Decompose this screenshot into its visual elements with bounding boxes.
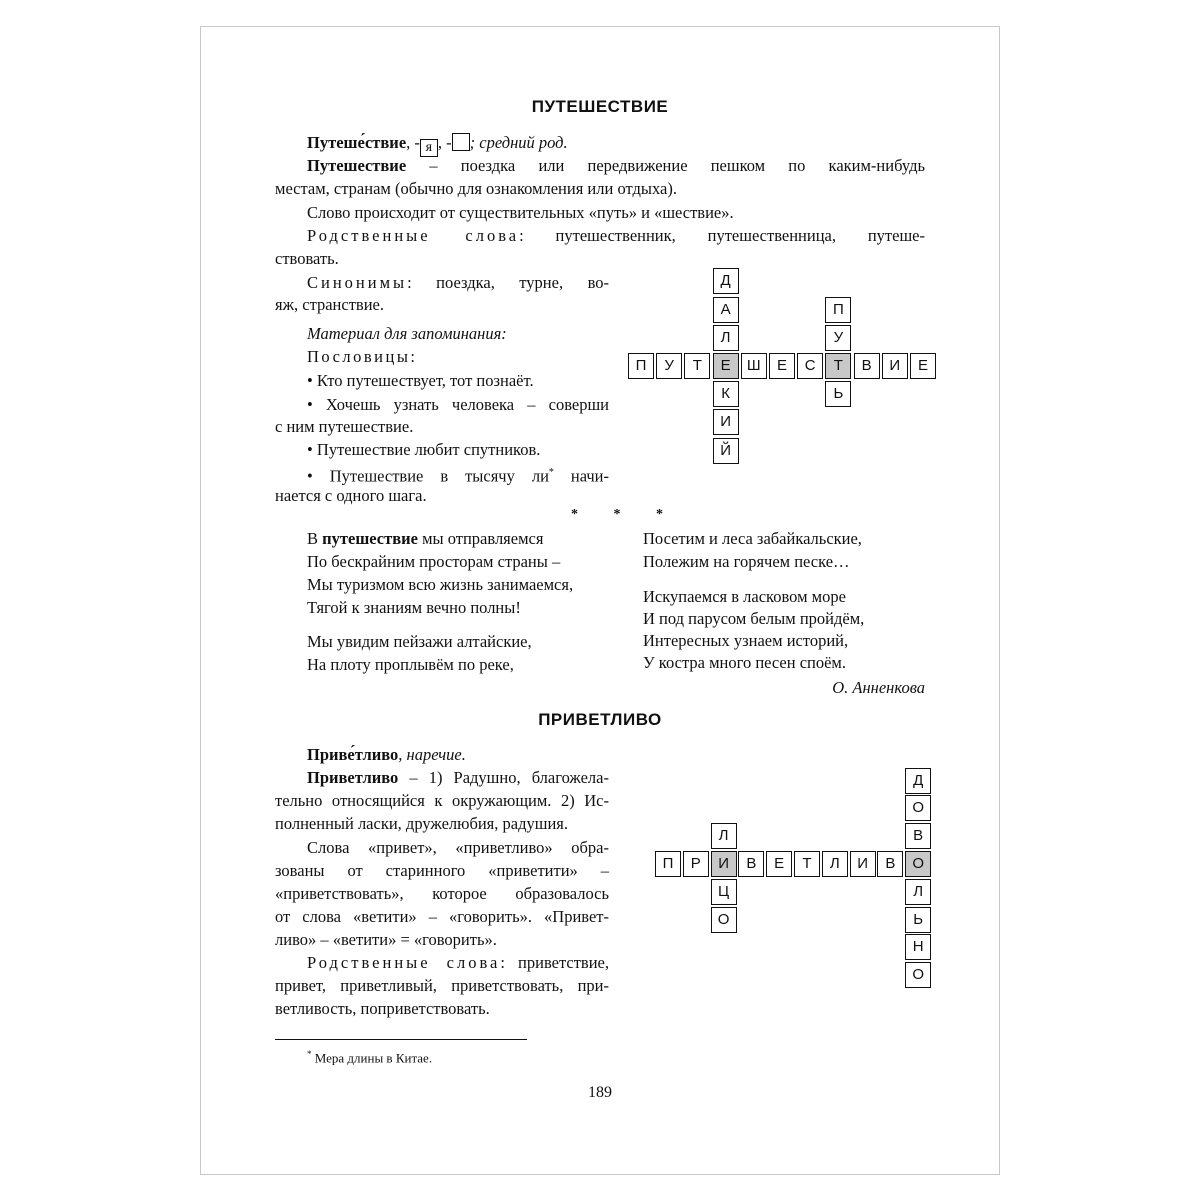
poem-line: На плоту проплывём по реке, (307, 655, 514, 674)
crossword-cell: Т (825, 353, 851, 379)
definition-text: – 1) Радушно, благожела- (398, 768, 609, 787)
proverb-1: • Кто путешествует, тот познаёт. (307, 371, 534, 390)
crossword-cell: П (655, 851, 681, 877)
poem-line: Искупаемся в ласковом море (643, 587, 846, 606)
crossword-cell: Т (794, 851, 820, 877)
crossword-cell: П (628, 353, 654, 379)
definition-line (275, 768, 609, 788)
proverb-4b: нается с одного шага. (275, 486, 427, 505)
definition-line: полненный ласки, дружелюбия, радушия. (275, 814, 568, 833)
crossword-cell: Е (713, 353, 739, 379)
poem-author: О. Анненкова (832, 678, 925, 697)
proverb-3: • Путешествие любит спутников. (307, 440, 541, 459)
footnote-mark: * (548, 467, 554, 478)
poem-line: По бескрайним просторам страны – (307, 552, 561, 571)
crossword-cell: У (825, 325, 851, 351)
crossword-cell: И (850, 851, 876, 877)
related-words-line-1: Родственные слова: путешественник, путешественница, путеше- (307, 226, 925, 245)
related-text: : приветствие, (500, 953, 610, 972)
crossword-cell: О (711, 907, 737, 933)
crossword-cell: П (825, 297, 851, 323)
origin-line: Слово происходит от существительных «путь» и «шествие». (307, 203, 734, 222)
poem-text: В (307, 529, 323, 548)
headword: Путеше́ствие (307, 133, 407, 152)
inflection-box-2 (452, 133, 470, 151)
crossword-cell: А (713, 297, 739, 323)
crossword-cell: Й (713, 438, 739, 464)
proverb-2b: с ним путешествие. (275, 417, 414, 436)
crossword-cell: Л (711, 823, 737, 849)
crossword-cell: О (905, 851, 931, 877)
crossword-cell: Л (822, 851, 848, 877)
synonyms-line-2: яж, странствие. (275, 295, 384, 314)
crossword-cell: Ш (741, 353, 767, 379)
origin-line: «приветствовать», которое образовалось (275, 884, 609, 903)
crossword-cell: Е (910, 353, 936, 379)
crossword-cell: Ь (905, 907, 931, 933)
section-title-travel: ПУТЕШЕСТВИЕ (531, 97, 669, 116)
crossword-cell: Л (905, 879, 931, 905)
inflection-box-1: я (420, 139, 438, 157)
poem-line: Мы увидим пейзажи алтайские, (307, 632, 532, 651)
poem-line: Тягой к знаниям вечно полны! (307, 598, 521, 617)
crossword-cell: Р (683, 851, 709, 877)
crossword-cell: Ь (825, 381, 851, 407)
origin-line: зованы от старинного «приветити» – (275, 861, 609, 880)
poem-line: Мы туризмом всю жизнь занимаемся, (307, 575, 574, 594)
headword-line-travel: Путеше́ствие, - я , - ; средний род. (307, 133, 568, 155)
crossword-cell: Ц (711, 879, 737, 905)
crossword-cell: О (905, 795, 931, 821)
related-label: Родственные слова (307, 953, 501, 972)
crossword-cell: Д (713, 268, 739, 294)
section-divider-stars: * * * (571, 507, 679, 522)
proverb-4a: • Путешествие в тысячу ли* начи- (307, 466, 609, 486)
crossword-cell: Д (905, 768, 931, 794)
proverb-2a: • Хочешь узнать человека – соверши (307, 395, 609, 414)
crossword-cell: Е (769, 353, 795, 379)
related-words-line-2: ствовать. (275, 249, 339, 268)
footnote-divider (275, 1039, 527, 1040)
crossword-cell: И (713, 409, 739, 435)
crossword-cell: В (854, 353, 880, 379)
synonyms-line-1: Синонимы: поездка, турне, во- (307, 273, 609, 292)
crossword-cell: О (905, 962, 931, 988)
origin-line: от слова «ветити» – «говорить». «Привет- (275, 907, 609, 926)
definition-line-2: местам, странам (обычно для ознакомления или отдыха). (275, 179, 677, 198)
poem-line: Посетим и леса забайкальские, (643, 529, 862, 548)
crossword-cell: И (711, 851, 737, 877)
crossword-cell: С (797, 353, 823, 379)
footnote: * Мера длины в Китае. (307, 1049, 433, 1066)
poem-line: У костра много песен споём. (643, 653, 846, 672)
related-words-line: ветливость, поприветствовать. (275, 999, 490, 1018)
crossword-cell: В (877, 851, 903, 877)
crossword-cell: У (656, 353, 682, 379)
memo-label: Материал для запоминания: (307, 324, 507, 343)
headword-line-friendly: Приве́тливо, наречие. (307, 745, 466, 764)
section-title-friendly: ПРИВЕТЛИВО (538, 710, 662, 729)
origin-line: Слова «привет», «приветливо» обра- (307, 838, 609, 857)
related-words-line: привет, приветливый, приветствовать, при- (275, 976, 609, 995)
crossword-cell: И (882, 353, 908, 379)
crossword-cell: В (905, 823, 931, 849)
crossword-cell: Т (684, 353, 710, 379)
related-words-line (275, 953, 609, 973)
book-page (200, 26, 1000, 1175)
poem-keyword: путешествие (322, 529, 418, 548)
poem-line: Интересных узнаем историй, (643, 631, 849, 650)
poem-text: мы отправляемся (417, 529, 544, 548)
crossword-cell: Н (905, 934, 931, 960)
poem-line: И под парусом белым пройдём, (643, 609, 865, 628)
poem-line (307, 529, 543, 549)
page-number: 189 (588, 1084, 612, 1101)
crossword-cell: В (738, 851, 764, 877)
definition-line-1: Путешествие – поездка или передвижение пешком по каким-нибудь (307, 156, 925, 175)
crossword-cell: К (713, 381, 739, 407)
crossword-cell: Л (713, 325, 739, 351)
origin-line: ливо» – «ветити» = «говорить». (275, 930, 497, 949)
definition-term: Приветливо (307, 768, 399, 787)
proverbs-label: Пословицы: (307, 347, 418, 366)
definition-line: тельно относящийся к окружающим. 2) Ис- (275, 791, 609, 810)
crossword-cell: Е (766, 851, 792, 877)
poem-line: Полежим на горячем песке… (643, 552, 850, 571)
